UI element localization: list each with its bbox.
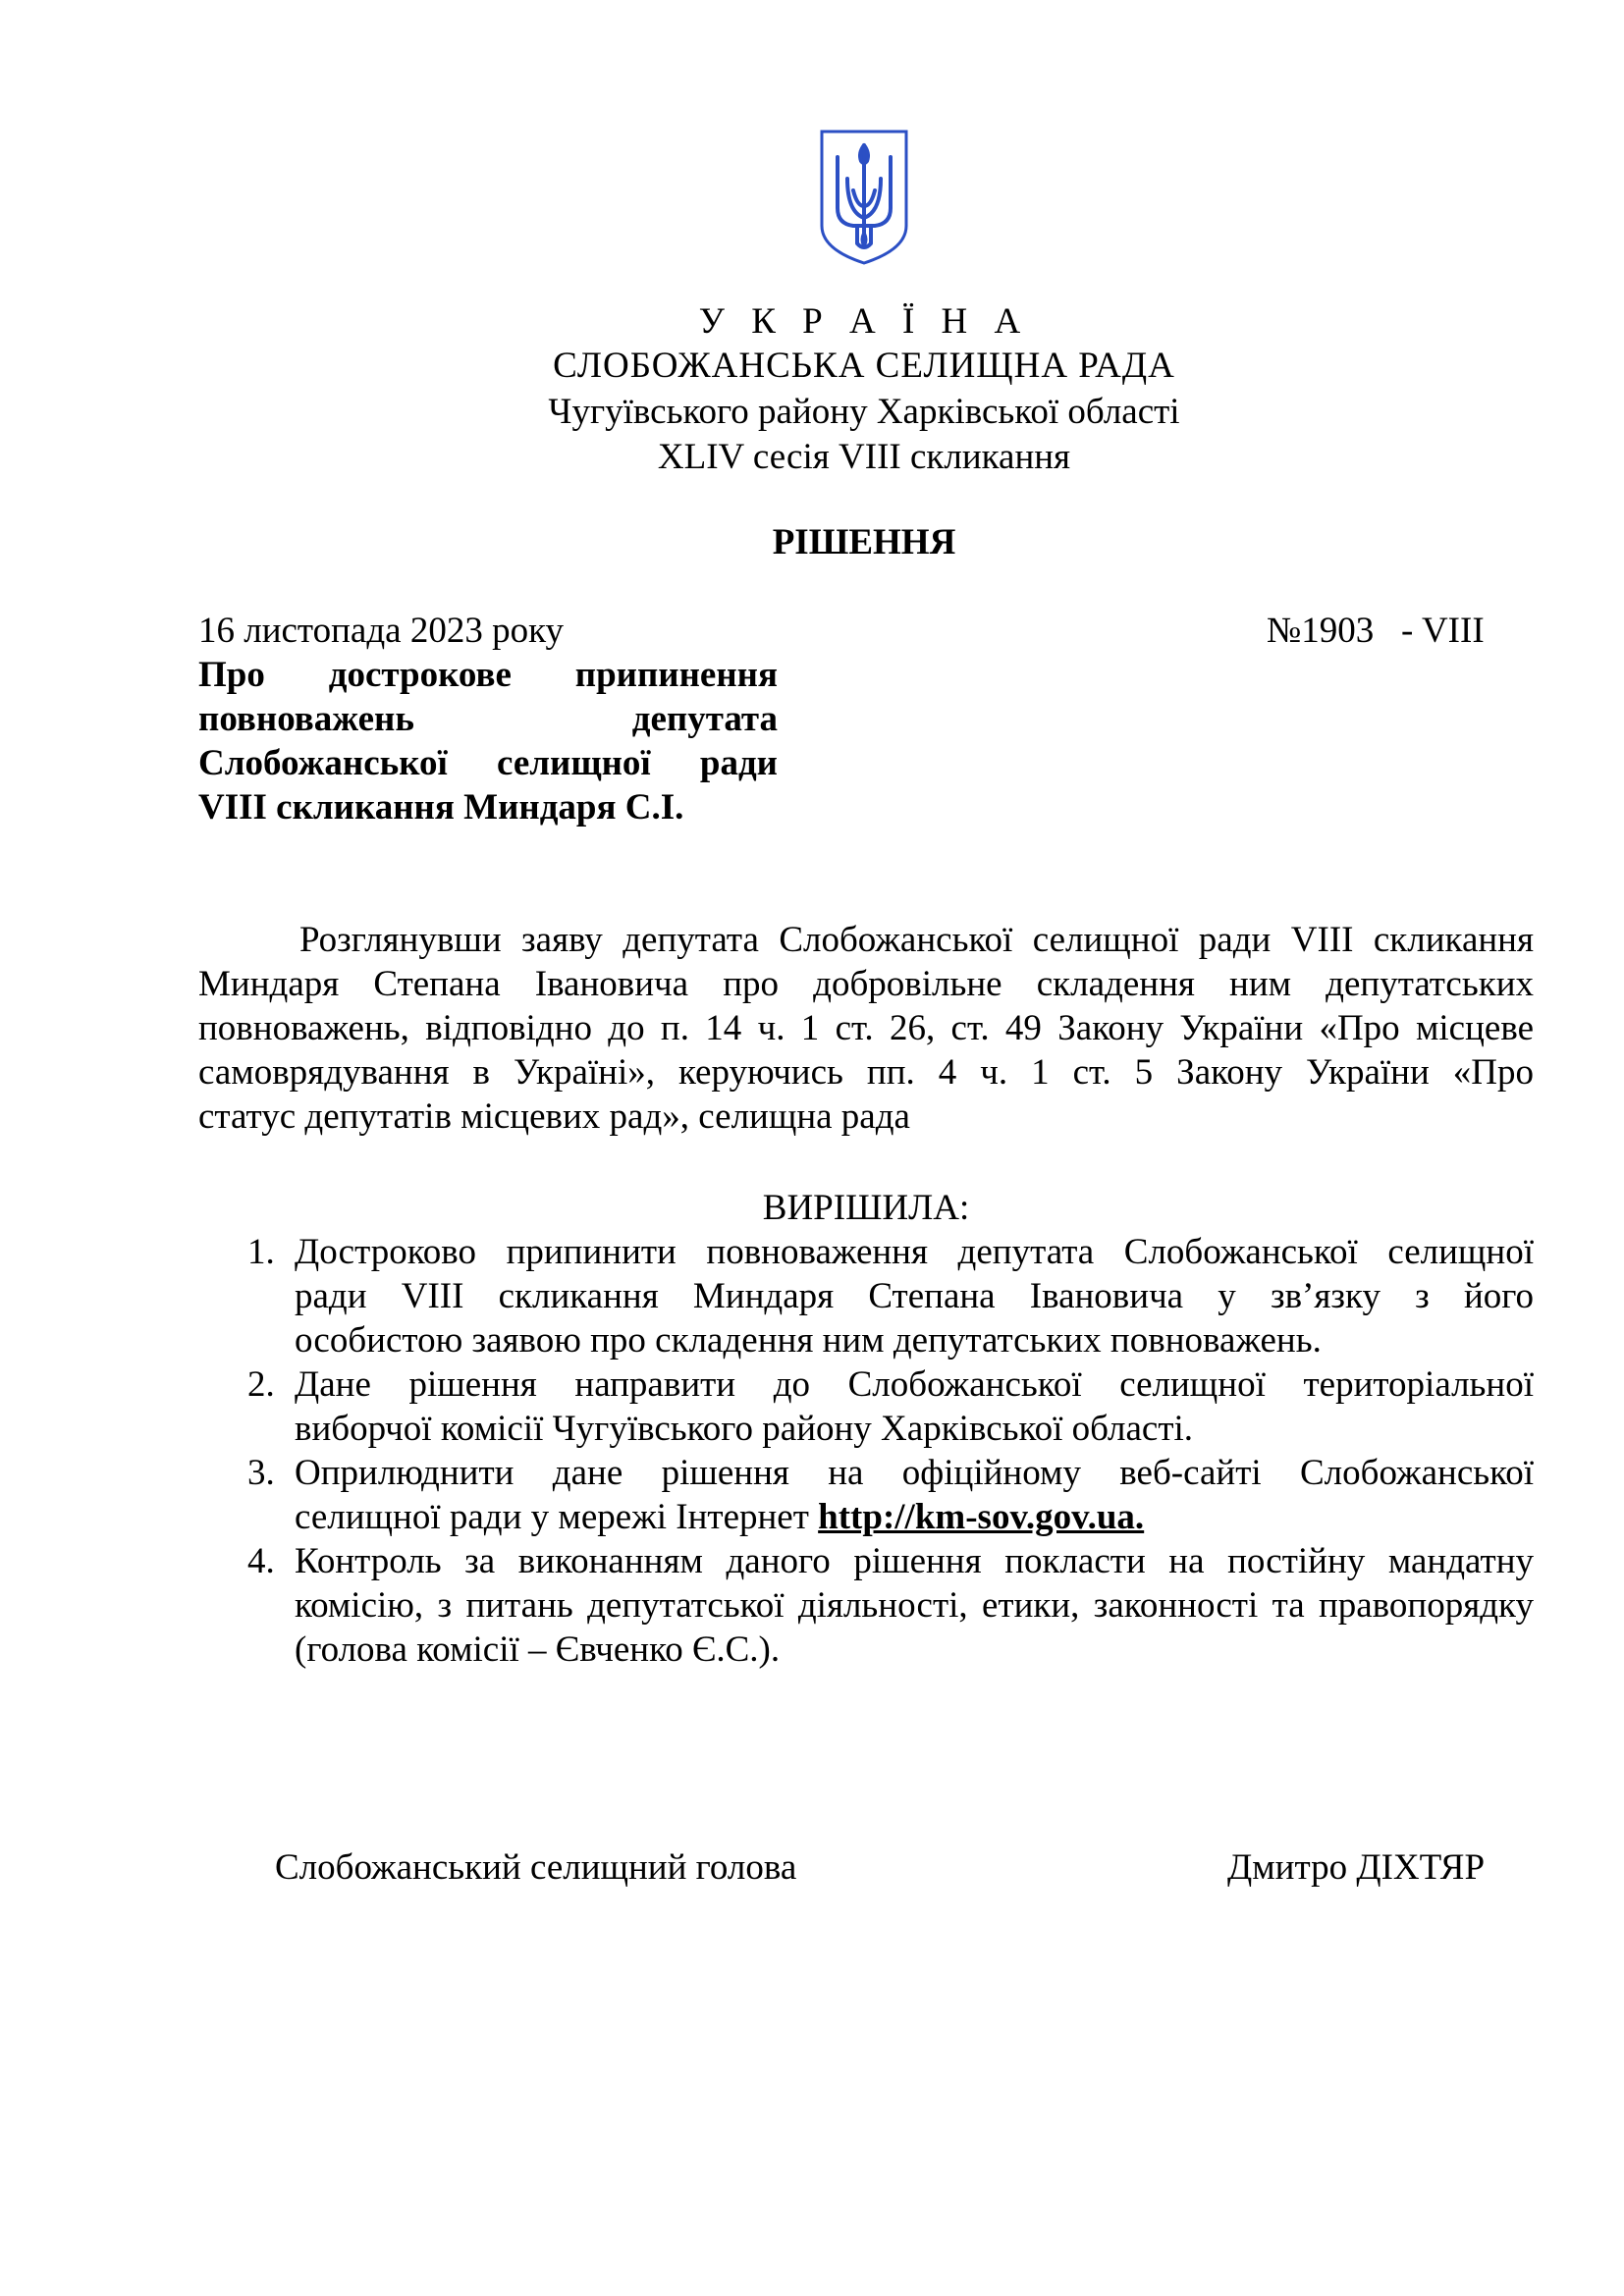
header-country: У К Р А Ї Н А — [698, 301, 1030, 342]
subject-line: Про дострокове припинення — [198, 655, 778, 695]
item-line: комісію, з питань депутатської діяльності, етики, законності та правопорядку — [295, 1585, 1534, 1626]
list-item — [236, 1539, 1534, 1672]
header-session: XLIV сесія VIII скликання — [657, 437, 1071, 477]
item-line: Контроль за виконанням даного рішення покласти на постійну мандатну — [295, 1541, 1534, 1581]
item-line: ради VIII скликання Миндаря Степана Івановича у зв’язку з його — [295, 1276, 1534, 1316]
list-item — [236, 1451, 1534, 1539]
preamble-line: статус депутатів місцевих рад», селищна рада — [198, 1096, 910, 1137]
preamble-line: Миндаря Степана Івановича про добровільне складення ним депутатських — [198, 964, 1534, 1004]
decision-number: №1903 - VIII — [1267, 611, 1485, 651]
coat-of-arms-icon — [818, 128, 910, 267]
item-number: 2. — [247, 1364, 275, 1405]
document-title: РІШЕННЯ — [772, 522, 956, 562]
item-line: виборчої комісії Чугуївського району Харківської області. — [295, 1409, 1194, 1449]
item-line — [295, 1495, 1534, 1539]
preamble-paragraph — [198, 918, 1534, 1139]
item-line: Достроково припинити повноваження депутата Слобожанської селищної — [295, 1232, 1534, 1272]
subject-line: повноважень депутата — [198, 699, 778, 739]
item-line: Оприлюднити дане рішення на офіційному веб-сайті Слобожанської — [295, 1453, 1534, 1493]
decision-subject — [198, 653, 778, 829]
subject-line: VIII скликання Миндаря С.І. — [198, 787, 684, 828]
decision-date: 16 листопада 2023 року — [198, 611, 565, 651]
item-line: Дане рішення направити до Слобожанської селищної територіальної — [295, 1364, 1534, 1405]
item-line: (голова комісії – Євченко Є.С.). — [295, 1629, 781, 1670]
subject-line: Слобожанської селищної ради — [198, 743, 778, 783]
preamble-line: повноважень, відповідно до п. 14 ч. 1 ст. 26, ст. 49 Закону України «Про місцеве — [198, 1008, 1534, 1048]
decision-items — [236, 1230, 1534, 1672]
list-item — [236, 1362, 1534, 1451]
header-district: Чугуївського району Харківської області — [548, 392, 1180, 432]
list-item — [236, 1230, 1534, 1362]
website-link[interactable]: http://km-sov.gov.ua. — [818, 1497, 1145, 1537]
item-number: 1. — [247, 1232, 275, 1272]
preamble-line: Розглянувши заяву депутата Слобожанської селищної ради VIII скликання — [299, 920, 1534, 960]
header-council: СЛОБОЖАНСЬКА СЕЛИЩНА РАДА — [553, 346, 1175, 386]
signatory-role: Слобожанський селищний голова — [275, 1847, 797, 1888]
item-line: особистою заявою про складення ним депутатських повноважень. — [295, 1320, 1322, 1361]
item-number: 4. — [247, 1541, 275, 1581]
decided-heading: ВИРІШИЛА: — [762, 1188, 970, 1228]
signatory-name: Дмитро ДІХТЯР — [1227, 1847, 1486, 1888]
preamble-line: самоврядування в Україні», керуючись пп. 4 ч. 1 ст. 5 Закону України «Про — [198, 1052, 1534, 1093]
item-line-text: селищної ради у мережі Інтернет — [295, 1497, 819, 1537]
item-number: 3. — [247, 1453, 275, 1493]
